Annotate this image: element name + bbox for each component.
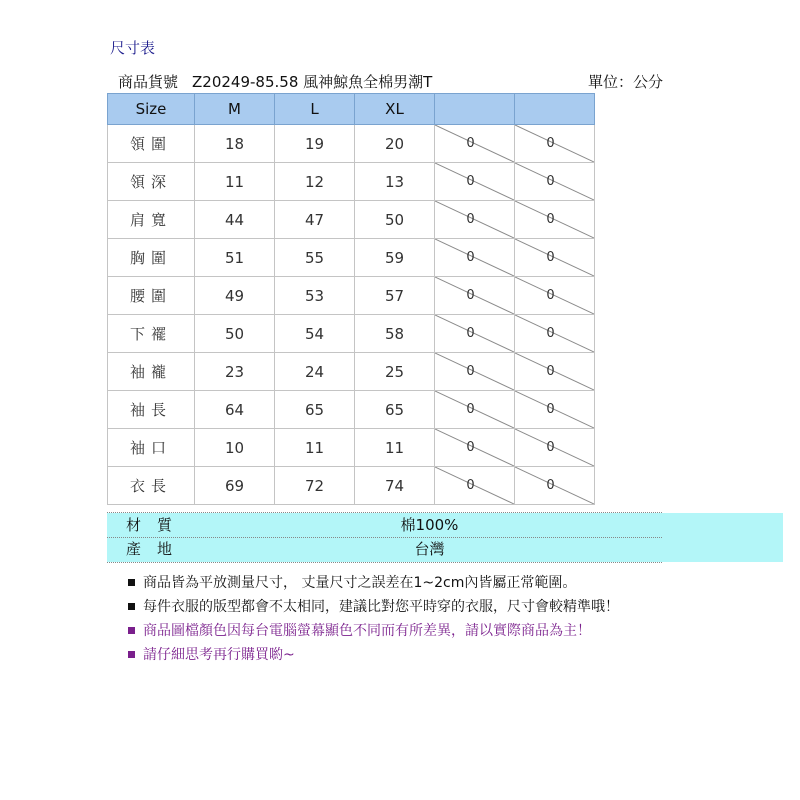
measure-value: 72: [275, 467, 355, 505]
measure-label: 袖長: [108, 391, 195, 429]
material-row: [107, 513, 783, 537]
measure-value: 74: [355, 467, 435, 505]
note-text: 每件衣服的版型都會不太相同，建議比對您平時穿的衣服，尺寸會較精準哦！: [143, 599, 619, 615]
empty-size-cell: [515, 391, 595, 429]
table-row: [108, 239, 595, 277]
empty-size-cell: [515, 163, 595, 201]
empty-size-value: 0: [466, 478, 475, 493]
empty-size-value: 0: [546, 440, 555, 455]
header-m: M: [195, 94, 275, 125]
measure-value: 47: [275, 201, 355, 239]
measure-value: 54: [275, 315, 355, 353]
empty-size-cell: [435, 467, 515, 505]
measure-value: 10: [195, 429, 275, 467]
table-row: [108, 277, 595, 315]
empty-size-value: 0: [466, 250, 475, 265]
measure-label: 下襬: [108, 315, 195, 353]
divider-bottom: [107, 562, 662, 563]
measure-value: 25: [355, 353, 435, 391]
measure-value: 64: [195, 391, 275, 429]
empty-size-value: 0: [546, 326, 555, 341]
table-row: [108, 163, 595, 201]
table-row: [108, 353, 595, 391]
measure-label: 領圍: [108, 125, 195, 163]
note-text: 商品皆為平放測量尺寸， 丈量尺寸之誤差在1~2cm內皆屬正常範圍。: [143, 575, 577, 591]
table-row: [108, 391, 595, 429]
measure-value: 69: [195, 467, 275, 505]
header-extra-1: [435, 94, 515, 125]
empty-size-cell: [435, 239, 515, 277]
empty-size-value: 0: [546, 402, 555, 417]
square-bullet-icon: [128, 603, 135, 610]
material-label: 材質: [126, 516, 189, 534]
header-size: Size: [108, 94, 195, 125]
measure-value: 58: [355, 315, 435, 353]
table-row: [108, 429, 595, 467]
measure-value: 13: [355, 163, 435, 201]
measure-value: 55: [275, 239, 355, 277]
empty-size-value: 0: [466, 136, 475, 151]
measure-value: 12: [275, 163, 355, 201]
empty-size-cell: [515, 239, 595, 277]
unit-label: 單位：公分: [587, 73, 663, 91]
material-value: 棉100%: [400, 516, 459, 534]
empty-size-cell: [515, 315, 595, 353]
empty-size-cell: [435, 277, 515, 315]
empty-size-value: 0: [466, 440, 475, 455]
square-bullet-icon: [128, 627, 135, 634]
empty-size-value: 0: [466, 402, 475, 417]
table-row: [108, 315, 595, 353]
measure-value: 51: [195, 239, 275, 277]
product-info: [118, 71, 663, 92]
origin-label: 產地: [126, 540, 189, 558]
measure-label: 袖口: [108, 429, 195, 467]
measure-value: 59: [355, 239, 435, 277]
empty-size-value: 0: [546, 288, 555, 303]
note-item: [128, 595, 619, 619]
size-header-row: [108, 94, 595, 125]
measure-value: 65: [275, 391, 355, 429]
measure-value: 18: [195, 125, 275, 163]
note-item: [128, 571, 619, 595]
table-row: [108, 467, 595, 505]
empty-size-cell: [435, 429, 515, 467]
measure-value: 49: [195, 277, 275, 315]
square-bullet-icon: [128, 579, 135, 586]
empty-size-cell: [515, 201, 595, 239]
measure-label: 衣長: [108, 467, 195, 505]
divider-middle: [107, 537, 662, 538]
empty-size-value: 0: [546, 478, 555, 493]
empty-size-cell: [515, 429, 595, 467]
empty-size-cell: [515, 467, 595, 505]
empty-size-cell: [515, 277, 595, 315]
measure-value: 24: [275, 353, 355, 391]
empty-size-value: 0: [466, 326, 475, 341]
measure-value: 11: [195, 163, 275, 201]
measure-label: 袖襱: [108, 353, 195, 391]
empty-size-value: 0: [466, 174, 475, 189]
measure-value: 23: [195, 353, 275, 391]
empty-size-cell: [435, 391, 515, 429]
empty-size-value: 0: [546, 174, 555, 189]
measure-label: 腰圍: [108, 277, 195, 315]
measure-value: 20: [355, 125, 435, 163]
origin-row: [107, 537, 783, 561]
header-l: L: [275, 94, 355, 125]
measure-value: 19: [275, 125, 355, 163]
measure-value: 57: [355, 277, 435, 315]
product-code-label: 商品貨號: [118, 73, 179, 91]
measure-value: 50: [355, 201, 435, 239]
empty-size-value: 0: [466, 364, 475, 379]
square-bullet-icon: [128, 651, 135, 658]
empty-size-value: 0: [466, 288, 475, 303]
note-item: [128, 619, 619, 643]
product-code-value: Z20249-85.58 風神鯨魚全棉男潮T: [192, 73, 433, 91]
note-text: 商品圖檔顏色因每台電腦螢幕顯色不同而有所差異，請以實際商品為主！: [143, 623, 591, 639]
measure-value: 11: [355, 429, 435, 467]
empty-size-cell: [515, 125, 595, 163]
measure-label: 胸圍: [108, 239, 195, 277]
empty-size-cell: [515, 353, 595, 391]
size-table: [107, 93, 595, 505]
page-title: 尺寸表: [110, 39, 156, 57]
note-text: 請仔細思考再行購買喲~: [143, 647, 295, 663]
measure-label: 領深: [108, 163, 195, 201]
empty-size-cell: [435, 353, 515, 391]
notes-list: [128, 571, 619, 667]
measure-label: 肩寬: [108, 201, 195, 239]
note-item: [128, 643, 619, 667]
measure-value: 65: [355, 391, 435, 429]
empty-size-value: 0: [546, 364, 555, 379]
empty-size-cell: [435, 201, 515, 239]
measure-value: 53: [275, 277, 355, 315]
origin-value: 台灣: [414, 540, 445, 558]
empty-size-cell: [435, 315, 515, 353]
empty-size-value: 0: [546, 136, 555, 151]
empty-size-value: 0: [546, 250, 555, 265]
table-row: [108, 125, 595, 163]
measure-value: 11: [275, 429, 355, 467]
empty-size-cell: [435, 125, 515, 163]
table-row: [108, 201, 595, 239]
empty-size-value: 0: [466, 212, 475, 227]
header-xl: XL: [355, 94, 435, 125]
header-extra-2: [515, 94, 595, 125]
empty-size-cell: [435, 163, 515, 201]
measure-value: 50: [195, 315, 275, 353]
measure-value: 44: [195, 201, 275, 239]
empty-size-value: 0: [546, 212, 555, 227]
